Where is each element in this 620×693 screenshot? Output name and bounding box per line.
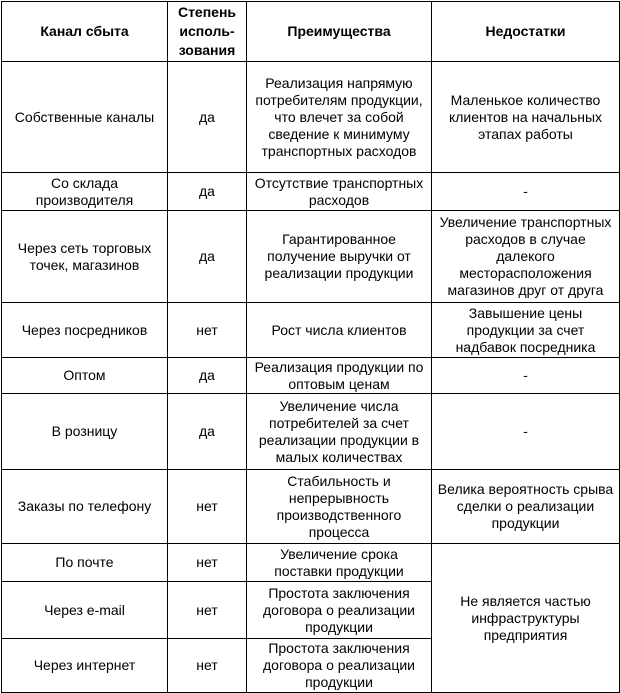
table-row (2, 394, 620, 470)
table-row (2, 358, 620, 394)
header-row (2, 2, 620, 62)
advantages-cell: Увеличение срока поставки продукции (247, 544, 432, 582)
degree-cell: да (168, 394, 247, 470)
advantages-cell: Простота заключения договора о реализации продукции (247, 639, 432, 693)
channel-cell: Через посредников (2, 303, 168, 358)
disadvantages-cell: Маленькое количество клиентов на начальных этапах работы (432, 62, 620, 173)
degree-cell: нет (168, 582, 247, 639)
advantages-cell: Рост числа клиентов (247, 303, 432, 358)
advantages-cell: Гарантированное получение выручки от реализации продукции (247, 211, 432, 303)
advantages-cell: Простота заключения договора о реализации продукции (247, 582, 432, 639)
advantages-cell: Увеличение числа потребителей за счет реализации продукции в малых количествах (247, 394, 432, 470)
table-row (2, 303, 620, 358)
degree-cell: да (168, 173, 247, 211)
table-row (2, 173, 620, 211)
degree-cell: да (168, 211, 247, 303)
channel-cell: В розницу (2, 394, 168, 470)
disadvantages-cell: Велика вероятность срыва сделки о реализации продукции (432, 470, 620, 544)
degree-cell: нет (168, 544, 247, 582)
channel-cell: Оптом (2, 358, 168, 394)
merged-disadvantages-cell: Не является частью инфраструктуры предприятия (432, 544, 620, 693)
degree-cell: да (168, 62, 247, 173)
header-disadvantages: Недостатки (432, 2, 620, 62)
channel-cell: Через интернет (2, 639, 168, 693)
advantages-cell: Реализация продукции по оптовым ценам (247, 358, 432, 394)
degree-cell: нет (168, 470, 247, 544)
degree-cell: нет (168, 639, 247, 693)
degree-cell: нет (168, 303, 247, 358)
table-row (2, 211, 620, 303)
channel-cell: Через e-mail (2, 582, 168, 639)
header-advantages: Преимущества (247, 2, 432, 62)
degree-cell: да (168, 358, 247, 394)
header-degree: Степень исполь- зования (168, 2, 247, 62)
disadvantages-cell: - (432, 173, 620, 211)
channel-cell: По почте (2, 544, 168, 582)
disadvantages-cell: - (432, 358, 620, 394)
header-channel: Канал сбыта (2, 2, 168, 62)
table-row (2, 470, 620, 544)
advantages-cell: Реализация напрямую потребителям продукции, что влечет за собой сведение к минимуму транспортных расходов (247, 62, 432, 173)
channel-cell: Через сеть торговых точек, магазинов (2, 211, 168, 303)
disadvantages-cell: Увеличение транспортных расходов в случае далекого месторасположения магазинов друг от друга (432, 211, 620, 303)
channel-cell: Заказы по телефону (2, 470, 168, 544)
table-row (2, 62, 620, 173)
table-row (2, 544, 620, 582)
channel-cell: Со склада производителя (2, 173, 168, 211)
disadvantages-cell: Завышение цены продукции за счет надбавок посредника (432, 303, 620, 358)
advantages-cell: Отсутствие транспортных расходов (247, 173, 432, 211)
disadvantages-cell: - (432, 394, 620, 470)
advantages-cell: Стабильность и непрерывность производственного процесса (247, 470, 432, 544)
sales-channels-table (1, 1, 620, 693)
channel-cell: Собственные каналы (2, 62, 168, 173)
